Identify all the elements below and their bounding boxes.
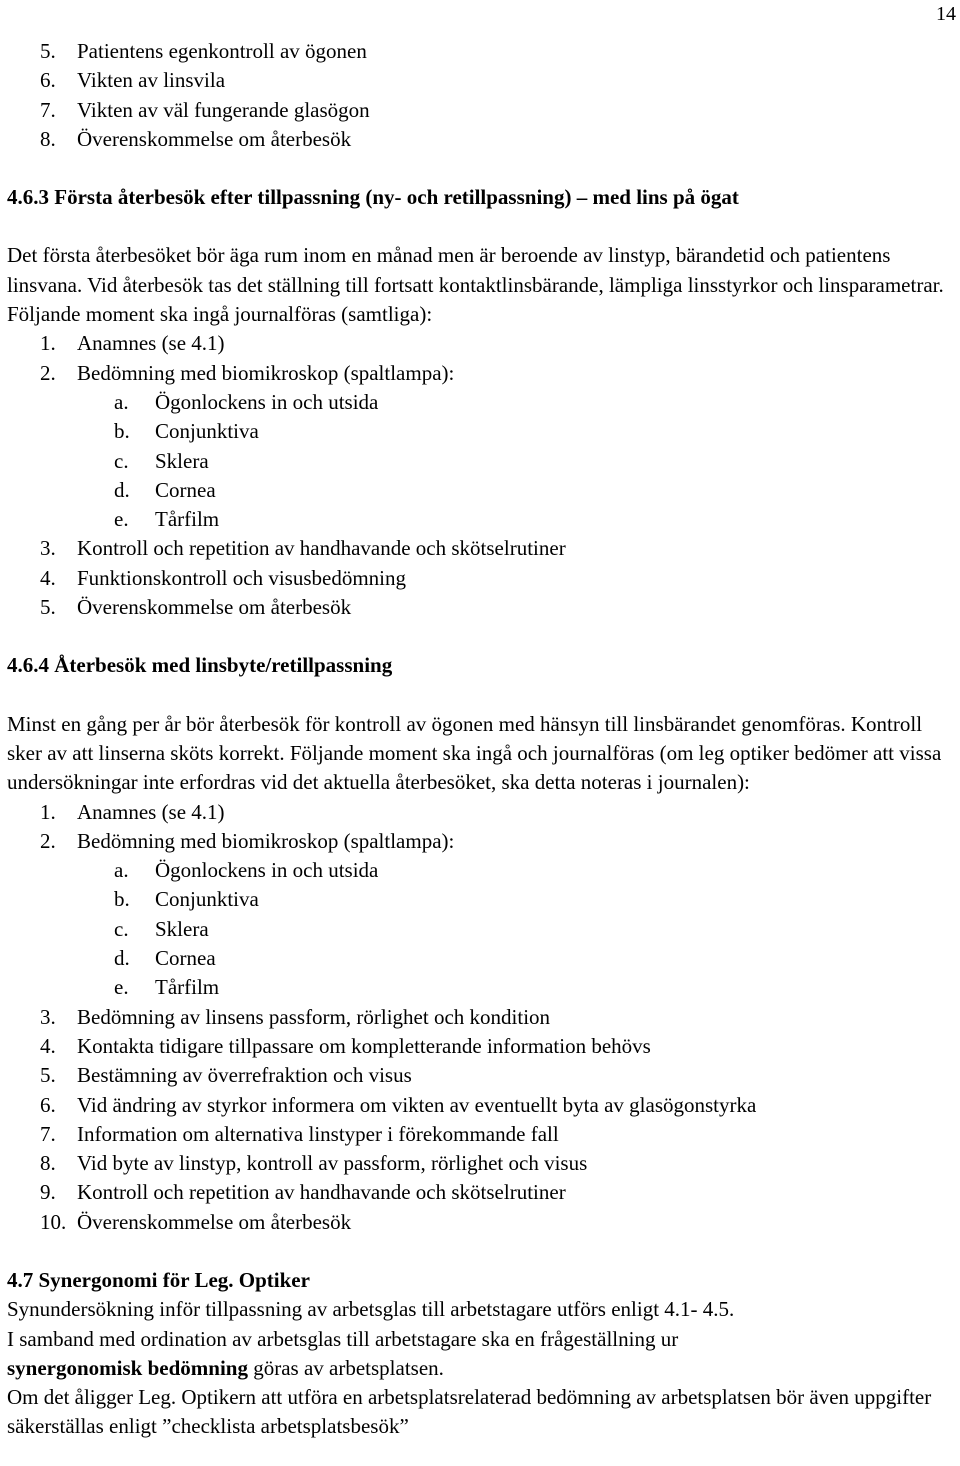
- text-run: göras av arbetsplatsen.: [247, 1355, 444, 1380]
- sub-list-item: [7, 476, 957, 505]
- section-line: Synundersökning inför tillpassning av arbetsglas till arbetstagare utförs enligt 4.1- 4.5.: [7, 1297, 735, 1322]
- page-number: 14: [936, 3, 956, 25]
- list-item: [7, 329, 957, 358]
- list-number: 10.: [40, 1209, 67, 1234]
- list-number: 2.: [40, 828, 56, 853]
- list-number: 8.: [40, 1151, 56, 1176]
- list-number: 7.: [40, 97, 56, 122]
- list-item: [7, 593, 957, 622]
- section-line: Om det åligger Leg. Optikern att utföra en arbetsplatsrelaterad bedömning av arbetsplatsen bör även uppgifter säkerställas enligt ”checklista arbetsplatsbesök”: [7, 1385, 932, 1439]
- sub-list-item: [7, 856, 957, 885]
- sub-list-item: [7, 973, 957, 1002]
- text-run: I samband med ordination av arbetsglas till arbetstagare ska en frågeställning ur: [7, 1326, 679, 1351]
- sub-list-letter: b.: [114, 887, 130, 912]
- sub-list-letter: d.: [114, 946, 130, 971]
- list-number: 4.: [40, 565, 56, 590]
- sub-list-letter: a.: [114, 858, 129, 883]
- list-item: [7, 827, 957, 856]
- list-item: [7, 125, 957, 154]
- sub-list-text: Ögonlockens in och utsida: [155, 858, 379, 883]
- list-number: 7.: [40, 1121, 56, 1146]
- sub-list-letter: d.: [114, 477, 130, 502]
- list-item: [7, 1120, 957, 1149]
- sub-list-text: Cornea: [155, 477, 216, 502]
- bold-term: synergonomisk bedömning: [7, 1355, 248, 1380]
- sub-list-text: Tårfilm: [155, 507, 220, 532]
- list-text: Patientens egenkontroll av ögonen: [77, 39, 367, 63]
- list-text: Överenskommelse om återbesök: [77, 595, 352, 620]
- sub-list-text: Tårfilm: [155, 975, 220, 1000]
- list-item: [7, 1208, 957, 1237]
- section-4-6-4-list: [7, 798, 957, 1237]
- list-text: Bedömning med biomikroskop (spaltlampa):: [77, 360, 455, 385]
- list-text: Vikten av linsvila: [77, 68, 226, 93]
- list-item: [7, 1003, 957, 1032]
- list-text: Bedömning med biomikroskop (spaltlampa):: [77, 828, 455, 853]
- list-number: 5.: [40, 595, 56, 620]
- list-text: Vid ändring av styrkor informera om vikten av eventuellt byta av glasögonstyrka: [77, 1092, 757, 1117]
- list-number: 1.: [40, 331, 56, 356]
- sub-list-letter: a.: [114, 389, 129, 414]
- list-number: 6.: [40, 68, 56, 93]
- section-paragraph: Det första återbesöket bör äga rum inom en månad men är beroende av linstyp, bärandetid och patientens linsvana. Vid återbesök tas det ställning till fortsatt kontaktlinsbärande, lämpliga linsstyrkor och linsparametrar. Följande moment ska ingå journalföras (samtliga):: [7, 243, 944, 327]
- list-number: 6.: [40, 1092, 56, 1117]
- list-text: Kontroll och repetition av handhavande och skötselrutiner: [77, 536, 566, 561]
- list-item: [7, 1149, 957, 1178]
- sub-list-text: Sklera: [155, 448, 209, 473]
- sub-list-letter: c.: [114, 448, 129, 473]
- list-number: 8.: [40, 126, 56, 151]
- sub-list-letter: c.: [114, 916, 129, 941]
- list-text: Kontakta tidigare tillpassare om kompletterande information behövs: [77, 1033, 651, 1058]
- sub-list-item: [7, 388, 957, 417]
- sub-list-item: [7, 447, 957, 476]
- list-number: 1.: [40, 799, 56, 824]
- list-number: 5.: [40, 1063, 56, 1088]
- list-item: [7, 534, 957, 563]
- list-item: [7, 1178, 957, 1207]
- list-text: Vid byte av linstyp, kontroll av passform, rörlighet och visus: [77, 1151, 588, 1176]
- sub-list-item: [7, 944, 957, 973]
- list-item: [7, 66, 957, 95]
- list-number: 3.: [40, 1004, 56, 1029]
- list-number: 9.: [40, 1180, 56, 1205]
- list-text: Överenskommelse om återbesök: [77, 126, 352, 151]
- list-item: [7, 1091, 957, 1120]
- list-item: [7, 1032, 957, 1061]
- list-item: [7, 37, 957, 66]
- section-heading-4-7: 4.7 Synergonomi för Leg. Optiker: [7, 1267, 310, 1292]
- sub-list-text: Cornea: [155, 946, 216, 971]
- sub-list-text: Ögonlockens in och utsida: [155, 389, 379, 414]
- list-text: Anamnes (se 4.1): [77, 799, 225, 824]
- list-number: 4.: [40, 1033, 56, 1058]
- sub-list-letter: e.: [114, 975, 129, 1000]
- list-item: [7, 1061, 957, 1090]
- top-list: [7, 37, 957, 154]
- sub-list-letter: e.: [114, 507, 129, 532]
- sub-list-item: [7, 885, 957, 914]
- list-item: [7, 96, 957, 125]
- sub-list-item: [7, 505, 957, 534]
- section-heading-4-6-3: 4.6.3 Första återbesök efter tillpassning (ny- och retillpassning) – med lins på ögat: [7, 185, 739, 210]
- list-item: [7, 564, 957, 593]
- list-text: Vikten av väl fungerande glasögon: [77, 97, 370, 122]
- list-text: Bestämning av överrefraktion och visus: [77, 1063, 412, 1088]
- list-number: 5.: [40, 39, 56, 63]
- sub-list-text: Conjunktiva: [155, 419, 259, 444]
- list-item: [7, 798, 957, 827]
- sub-list-item: [7, 915, 957, 944]
- sub-list-text: Conjunktiva: [155, 887, 259, 912]
- list-text: Överenskommelse om återbesök: [77, 1209, 352, 1234]
- sub-list-text: Sklera: [155, 916, 209, 941]
- list-item: [7, 359, 957, 388]
- section-4-6-3-list: [7, 329, 957, 622]
- list-text: Funktionskontroll och visusbedömning: [77, 565, 407, 590]
- sub-list-letter: b.: [114, 419, 130, 444]
- list-text: Anamnes (se 4.1): [77, 331, 225, 356]
- list-text: Information om alternativa linstyper i förekommande fall: [77, 1121, 559, 1146]
- list-number: 3.: [40, 536, 56, 561]
- document-body: [7, 37, 957, 1442]
- sub-list-item: [7, 417, 957, 446]
- list-number: 2.: [40, 360, 56, 385]
- section-paragraph: Minst en gång per år bör återbesök för kontroll av ögonen med hänsyn till linsbärandet genomföras. Kontroll sker av att linserna sköts korrekt. Följande moment ska ingå och journalföras (om leg optiker bedömer att vissa undersökningar inte erfordras vid det aktuella återbesöket, ska detta noteras i journalen):: [7, 711, 942, 795]
- section-line: [7, 1325, 957, 1384]
- section-heading-4-6-4: 4.6.4 Återbesök med linsbyte/retillpassning: [7, 653, 393, 678]
- list-text: Kontroll och repetition av handhavande och skötselrutiner: [77, 1180, 566, 1205]
- list-text: Bedömning av linsens passform, rörlighet och kondition: [77, 1004, 551, 1029]
